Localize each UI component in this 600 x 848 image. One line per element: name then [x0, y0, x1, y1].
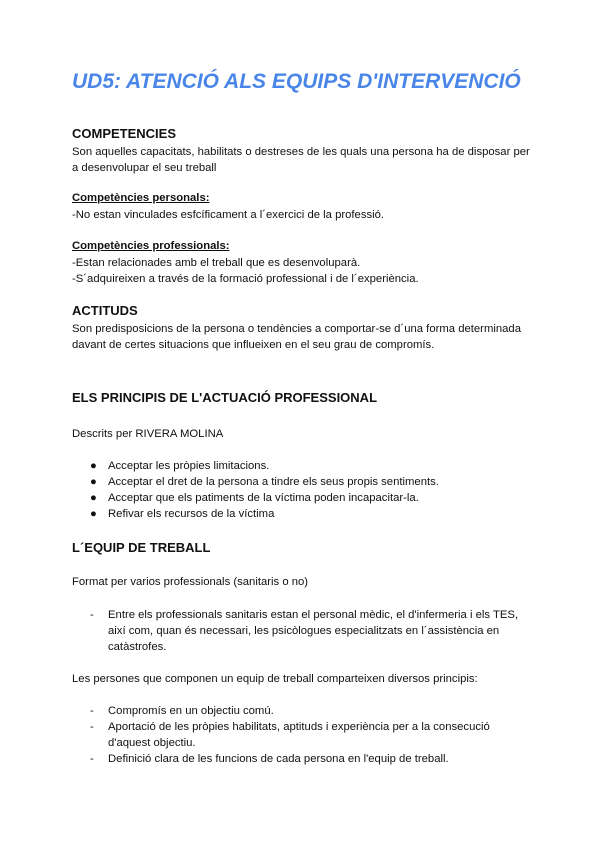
dash-icon: - [90, 705, 94, 717]
professional-competencies-line-1: -Estan relacionades amb el treball que es desenvoluparà. [72, 257, 361, 269]
principles-list-item: ● Acceptar que els patiments de la víctima poden incapacitar-la. [90, 492, 419, 504]
principles-heading: ELS PRINCIPIS DE L'ACTUACIÓ PROFESSIONAL [72, 390, 378, 405]
team-principles-item: - Compromís en un objectiu comú. [90, 705, 274, 717]
team-principles-item: - Definició clara de les funcions de cada persona en l'equip de treball. [90, 753, 449, 765]
principles-list-item: ● Acceptar el dret de la persona a tindre els seus propis sentiments. [90, 476, 439, 488]
team-principles-list [90, 703, 532, 767]
team-heading: L´EQUIP DE TREBALL [72, 540, 211, 555]
attitudes-text: Son predisposicions de la persona o tendències a comportar-se d´una forma determinada davant de certes situacions que influeixen en el seu grau de compromís. [72, 323, 521, 351]
team-principles-item: - Aportació de les pròpies habilitats, aptituds i experiència per a la consecució d'aquest objectiu. [90, 721, 490, 749]
competencies-intro: Son aquelles capacitats, habilitats o destreses de les quals una persona ha de disposar per a desenvolupar el seu treball [72, 146, 530, 174]
personal-competencies-heading: Competències personals: [72, 192, 210, 204]
dash-icon: - [90, 609, 94, 621]
principles-list-item: ● Acceptar les pròpies limitacions. [90, 460, 270, 472]
principles-list-item: ● Refivar els recursos de la víctima [90, 508, 275, 520]
bullet-icon: ● [90, 476, 97, 488]
team-sanitary-list [90, 607, 532, 655]
dash-icon: - [90, 721, 94, 733]
professional-competencies-heading: Competències professionals: [72, 240, 230, 252]
bullet-icon: ● [90, 492, 97, 504]
document-title: UD5: ATENCIÓ ALS EQUIPS D'INTERVENCIÓ [72, 70, 521, 93]
dash-icon: - [90, 753, 94, 765]
bullet-icon: ● [90, 460, 97, 472]
competencies-heading: COMPETENCIES [72, 126, 177, 141]
team-format-line: Format per varios professionals (sanitaris o no) [72, 576, 309, 588]
principles-list [90, 458, 530, 522]
team-sanitary-item: - Entre els professionals sanitaris estan el personal mèdic, el d'infermeria i els TES, així com, quan és necessari, les psicòlogues especialitzats en l´assistència en catàstrofes. [90, 609, 519, 653]
principles-described-by: Descrits per RIVERA MOLINA [72, 428, 224, 440]
team-shared-line: Les persones que componen un equip de treball comparteixen diversos principis: [72, 673, 478, 685]
professional-competencies-line-2: -S´adquireixen a través de la formació professional i de l´experiència. [72, 273, 419, 285]
personal-competencies-line: -No estan vinculades esfcíficament a l´exercici de la professió. [72, 209, 385, 221]
attitudes-heading: ACTITUDS [72, 303, 138, 318]
bullet-icon: ● [90, 508, 97, 520]
